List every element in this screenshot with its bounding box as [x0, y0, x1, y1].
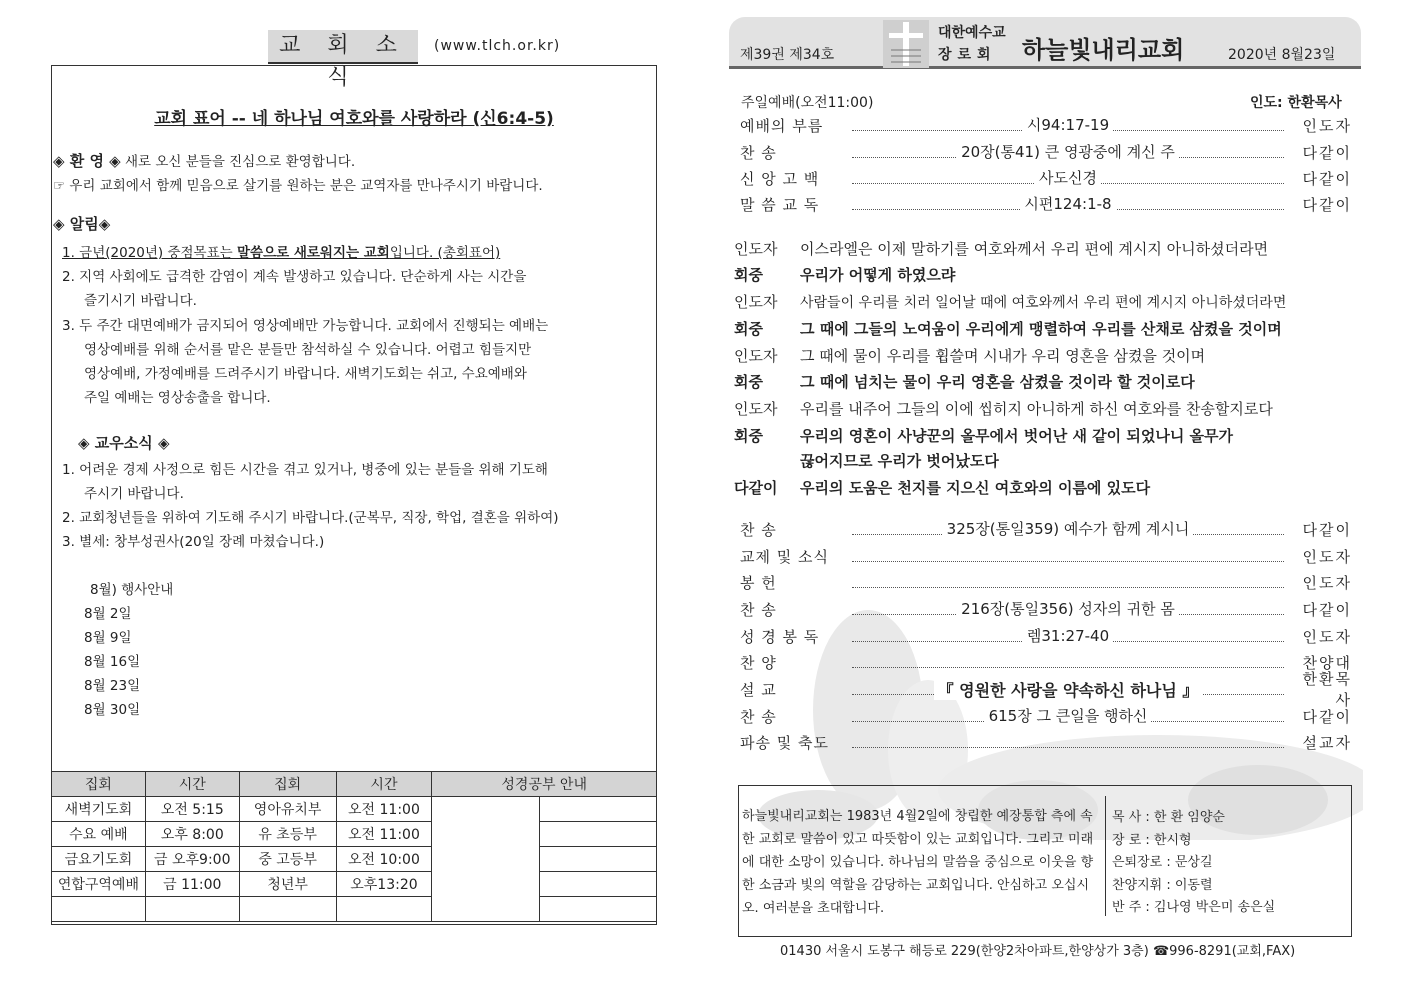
- table-row: [52, 822, 657, 847]
- worship-order-item: [740, 193, 1352, 215]
- dotted-leader: [852, 657, 1284, 668]
- church-address: 01430 서울시 도봉구 해등로 229(한양2차아파트,한양상가 3층) ☎996-8291(교회,FAX): [780, 944, 1296, 959]
- order-label: 찬 송: [740, 143, 777, 162]
- events-heading: 8월) 행사안내: [90, 582, 174, 598]
- order-person: 다같이: [1302, 600, 1352, 619]
- table-header: 성경공부 안내: [432, 772, 657, 797]
- notice-item-3: 3. 두 주간 대면예배가 금지되어 영상예배만 가능합니다. 교회에서 진행되는 예배는: [62, 318, 549, 334]
- worship-order-item: [740, 571, 1352, 593]
- table-cell: [336, 897, 432, 922]
- order-person: 인도자: [1302, 116, 1352, 135]
- table-row: [52, 847, 657, 872]
- member-news-3: 3. 별세: 창부성권사(20일 장례 마쳤습니다.): [62, 534, 325, 550]
- responsive-reading-line: 회중 우리의 영혼이 사냥꾼의 올무에서 벗어난 새 같이 되었나니 올무가: [734, 427, 1234, 445]
- table-cell: [145, 897, 239, 922]
- table-cell: 오전 11:00: [336, 822, 432, 847]
- church-introduction: 하늘빛내리교회는 1983년 4월2일에 창립한 예장통합 측에 속한 교회로 말씀이 있고 따뜻함이 있는 교회입니다. 그리고 미래에 대한 소망이 있습니다. 하나님의 말씀을 중심으로 이웃을 향한 소금과 빛의 역할을 감당하는 교회입니다. 안심하고 오십시오. 여러분을 초대합니다.: [742, 809, 1094, 916]
- order-person: 다같이: [1302, 169, 1352, 188]
- table-header: 시간: [145, 772, 239, 797]
- divider: [1105, 796, 1106, 916]
- church-name: 하늘빛내리교회: [1022, 36, 1185, 64]
- notice-heading: ◈ 알림◈: [53, 215, 111, 233]
- order-label: 말 씀 교 독: [740, 195, 820, 214]
- responsive-reading-line: 인도자 우리를 내주어 그들의 이에 씹히지 아니하게 하신 여호와를 찬송할지로다: [734, 400, 1273, 418]
- order-label: 찬 송: [740, 520, 777, 539]
- order-content: 사도신경: [1035, 169, 1101, 187]
- order-label: 파송 및 축도: [740, 733, 829, 752]
- order-label: 찬 양: [740, 653, 777, 672]
- table-cell: [540, 797, 657, 822]
- notice-item-1: 1. 금년(2020년) 중점목표는 말씀으로 새로워지는 교회입니다. (총회표어): [62, 245, 501, 261]
- order-content: 렘31:27-40: [1023, 627, 1113, 645]
- worship-order-item: [740, 518, 1352, 540]
- table-cell: [432, 797, 540, 922]
- table-cell: 영아유치부: [239, 797, 336, 822]
- member-news-1: 1. 어려운 경제 사정으로 힘든 시간을 겪고 있거나, 병중에 있는 분들을 위해 기도해: [62, 462, 548, 478]
- table-cell: 연합구역예배: [52, 872, 146, 897]
- event-date: 8월 9일: [84, 630, 132, 646]
- notice-item-2-cont: 즐기시기 바랍니다.: [84, 293, 197, 309]
- order-label: 성 경 봉 독: [740, 627, 820, 646]
- responsive-reading-line: 인도자 사람들이 우리를 치러 일어날 때에 여호와께서 우리 편에 계시지 아니하셨더라면: [734, 293, 1287, 311]
- order-label: 찬 송: [740, 707, 777, 726]
- table-cell: 수요 예배: [52, 822, 146, 847]
- table-row: [52, 797, 657, 822]
- notice-item-2: 2. 지역 사회에도 급격한 감염이 계속 발생하고 있습니다. 단순하게 사는 시간을: [62, 269, 527, 285]
- order-person: 다같이: [1302, 707, 1352, 726]
- dotted-leader: [852, 737, 1284, 748]
- responsive-reading-line: 회중 그 때에 그들의 노여움이 우리에게 맹렬하여 우리를 산채로 삼켰을 것이며: [734, 320, 1282, 338]
- table-cell: 오후 8:00: [145, 822, 239, 847]
- order-content: 20장(통41) 큰 영광중에 계신 주: [957, 143, 1179, 161]
- order-content: 시94:17-19: [1023, 116, 1113, 134]
- cross-logo-icon: [883, 20, 929, 68]
- order-label: 찬 송: [740, 600, 777, 619]
- table-cell: 중 고등부: [239, 847, 336, 872]
- worship-order-item: [740, 705, 1352, 727]
- order-person: 다같이: [1302, 520, 1352, 539]
- responsive-reading-line: 회중 그 때에 넘치는 물이 우리 영혼을 삼켰을 것이라 할 것이로다: [734, 373, 1195, 391]
- table-cell: 오전 10:00: [336, 847, 432, 872]
- website-url: (www.tlch.or.kr): [434, 38, 561, 54]
- event-date: 8월 2일: [84, 606, 132, 622]
- staff-line: 은퇴장로 : 문상길: [1112, 855, 1213, 870]
- worship-order-item: [740, 625, 1352, 647]
- table-cell: 금요기도회: [52, 847, 146, 872]
- volume-number: 제39권 제34호: [740, 47, 835, 63]
- order-person: 다같이: [1302, 143, 1352, 162]
- responsive-reading-line: 회중 우리가 어떻게 하였으랴: [734, 266, 956, 284]
- order-person: 다같이: [1302, 195, 1352, 214]
- worship-order-item: [740, 670, 1352, 709]
- worship-order-item: [740, 651, 1352, 673]
- worship-order-item: [740, 167, 1352, 189]
- dotted-leader: [852, 577, 1284, 588]
- order-label: 교제 및 소식: [740, 547, 829, 566]
- order-person: 인도자: [1302, 547, 1352, 566]
- order-person: 설교자: [1302, 733, 1352, 752]
- table-cell: 금 오후9:00: [145, 847, 239, 872]
- dotted-leader: [852, 551, 1284, 562]
- order-person: 인도자: [1302, 627, 1352, 646]
- order-person: 한환목사: [1302, 670, 1352, 709]
- table-cell: 새벽기도회: [52, 797, 146, 822]
- table-cell: 오후13:20: [336, 872, 432, 897]
- service-leader: 인도: 한환목사: [1250, 95, 1342, 111]
- staff-line: 반 주 : 김나영 박은미 송은실: [1112, 900, 1276, 915]
- order-content: 시편124:1-8: [1020, 195, 1115, 213]
- order-content: 216장(통일356) 성자의 귀한 몸: [957, 600, 1179, 618]
- dotted-leader: [852, 194, 1284, 213]
- service-name: 주일예배(오전11:00): [741, 95, 874, 111]
- order-content: 615장 그 큰일을 행하신: [985, 707, 1152, 725]
- order-content: 325장(통일359) 예수가 함께 계시니: [943, 520, 1194, 538]
- member-news-1-cont: 주시기 바랍니다.: [84, 486, 184, 502]
- worship-order-item: [740, 141, 1352, 163]
- bulletin-date: 2020년 8월23일: [1228, 47, 1336, 63]
- notice-item-3-cont: 영상예배를 위해 순서를 맡은 분들만 참석하실 수 있습니다. 어렵고 힘들지만: [84, 342, 532, 358]
- event-date: 8월 23일: [84, 678, 141, 694]
- dotted-leader: [852, 706, 1284, 725]
- notice-item-3-cont: 주일 예배는 영상송출을 합니다.: [84, 390, 271, 406]
- worship-order-item: [740, 114, 1352, 136]
- church-motto: 교회 표어 -- 네 하나님 여호와를 사랑하라 (신6:4-5): [154, 109, 554, 129]
- dotted-leader: [852, 680, 1284, 700]
- member-news-2: 2. 교회청년들을 위하여 기도해 주시기 바랍니다.(군복무, 직장, 학업, 결혼을 위하여): [62, 510, 559, 526]
- worship-order-item: [740, 598, 1352, 620]
- table-cell: [52, 897, 146, 922]
- dotted-leader: [852, 168, 1284, 187]
- worship-order-item: [740, 545, 1352, 567]
- order-label: 봉 헌: [740, 573, 777, 592]
- table-header-row: [52, 772, 657, 797]
- welcome-line: ◈ 환 영 ◈ 새로 오신 분들을 진심으로 환영합니다.: [53, 152, 356, 170]
- denomination-line-1: 대한예수교: [938, 25, 1006, 41]
- table-cell: 오전 5:15: [145, 797, 239, 822]
- order-person: 찬양대: [1302, 653, 1352, 672]
- order-label: 예배의 부름: [740, 116, 824, 135]
- table-cell: 청년부: [239, 872, 336, 897]
- staff-line: 장 로 : 한시형: [1112, 833, 1192, 848]
- order-person: 인도자: [1302, 573, 1352, 592]
- table-header: 집회: [239, 772, 336, 797]
- responsive-reading-line: 인도자 이스라엘은 이제 말하기를 여호와께서 우리 편에 계시지 아니하셨더라면: [734, 240, 1269, 258]
- welcome-line-2: ☞ 우리 교회에서 함께 믿음으로 살기를 원하는 분은 교역자를 만나주시기 바랍니다.: [53, 178, 543, 194]
- dotted-leader: [852, 626, 1284, 645]
- notice-item-3-cont: 영상예배, 가정예배를 드려주시기 바랍니다. 새벽기도회는 쉬고, 수요예배와: [84, 366, 527, 382]
- table-cell: [540, 897, 657, 922]
- table-cell: [540, 847, 657, 872]
- dotted-leader: [852, 519, 1284, 538]
- worship-order-item: [740, 731, 1352, 753]
- staff-line: 목 사 : 한 환 임양순: [1112, 810, 1225, 825]
- responsive-reading-line: 끊어지므로 우리가 벗어났도다: [800, 452, 999, 470]
- table-header: 집회: [52, 772, 146, 797]
- member-news-heading: ◈ 교우소식 ◈: [78, 434, 170, 452]
- table-cell: [540, 822, 657, 847]
- sermon-title: 『 영원한 사랑을 약속하신 하나님 』: [934, 681, 1203, 700]
- event-date: 8월 16일: [84, 654, 141, 670]
- table-cell: 오전 11:00: [336, 797, 432, 822]
- dotted-leader: [852, 142, 1284, 161]
- table-cell: [239, 897, 336, 922]
- meeting-schedule-table: [51, 771, 657, 922]
- denomination-line-2: 장로회: [938, 47, 997, 63]
- order-label: 신 앙 고 백: [740, 169, 820, 188]
- responsive-reading-line: 인도자 그 때에 물이 우리를 휩쓸며 시내가 우리 영혼을 삼켰을 것이며: [734, 347, 1206, 365]
- event-date: 8월 30일: [84, 702, 141, 718]
- dotted-leader: [852, 115, 1284, 134]
- staff-line: 찬양지휘 : 이동렬: [1112, 878, 1213, 893]
- table-header: 시간: [336, 772, 432, 797]
- left-page-title: 교 회 소 식: [268, 30, 418, 64]
- table-cell: 유 초등부: [239, 822, 336, 847]
- responsive-reading-line: 다같이 우리의 도움은 천지를 지으신 여호와의 이름에 있도다: [734, 479, 1151, 497]
- dotted-leader: [852, 599, 1284, 618]
- table-row: [52, 897, 657, 922]
- order-label: 설 교: [740, 680, 777, 699]
- table-cell: [540, 872, 657, 897]
- table-cell: 금 11:00: [145, 872, 239, 897]
- table-row: [52, 872, 657, 897]
